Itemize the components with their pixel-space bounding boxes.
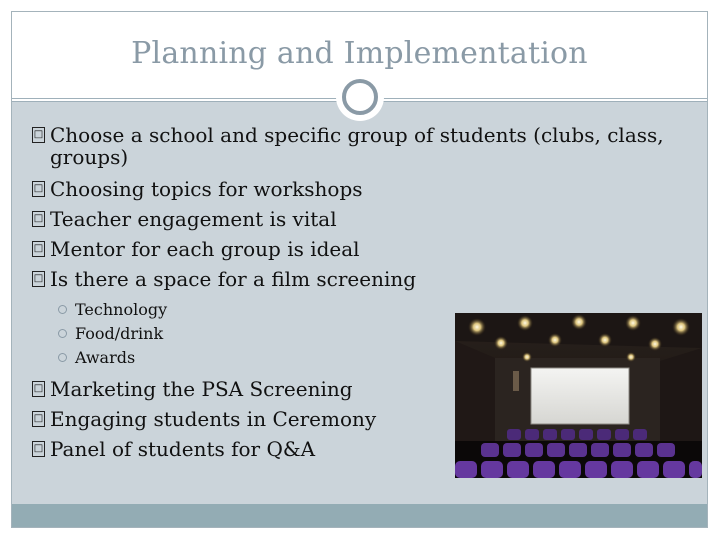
bullet-box-icon: □ — [32, 441, 45, 457]
sub-bullet-text: Food/drink — [75, 324, 164, 343]
bullet-item — [32, 204, 702, 234]
bullet-text: Engaging students in Ceremony — [50, 407, 377, 431]
bullet-box-icon: □ — [32, 381, 45, 397]
sub-bullet-text: Awards — [75, 348, 136, 367]
bullet-text: Panel of students for Q&A — [50, 437, 316, 461]
screening-room-image — [455, 313, 702, 478]
bullet-box-icon: □ — [32, 127, 45, 143]
bullet-box-icon: □ — [32, 241, 45, 257]
bullet-text: Teacher engagement is vital — [50, 207, 337, 231]
divider-ring-icon — [342, 79, 378, 115]
slide — [11, 11, 708, 528]
footer-accent-bar — [12, 504, 707, 527]
bullet-text: Choosing topics for workshops — [50, 177, 363, 201]
bullet-box-icon: □ — [32, 411, 45, 427]
bullet-item — [32, 234, 702, 264]
bullet-text: Is there a space for a film screening — [50, 267, 417, 291]
circle-bullet-icon — [58, 329, 67, 338]
bullet-text: Marketing the PSA Screening — [50, 377, 353, 401]
circle-bullet-icon — [58, 353, 67, 362]
bullet-box-icon: □ — [32, 211, 45, 227]
bullet-item — [32, 174, 702, 204]
screening-room-photo — [455, 313, 702, 478]
sub-bullet-text: Technology — [75, 300, 168, 319]
bullet-box-icon: □ — [32, 181, 45, 197]
bullet-text: Choose a school and specific group of students (clubs, class, groups) — [50, 123, 664, 169]
bullet-item — [32, 264, 702, 294]
slide-title: Planning and Implementation — [131, 36, 588, 71]
circle-bullet-icon — [58, 305, 67, 314]
bullet-item — [32, 124, 702, 168]
bullet-box-icon: □ — [32, 271, 45, 287]
bullet-text: Mentor for each group is ideal — [50, 237, 360, 261]
